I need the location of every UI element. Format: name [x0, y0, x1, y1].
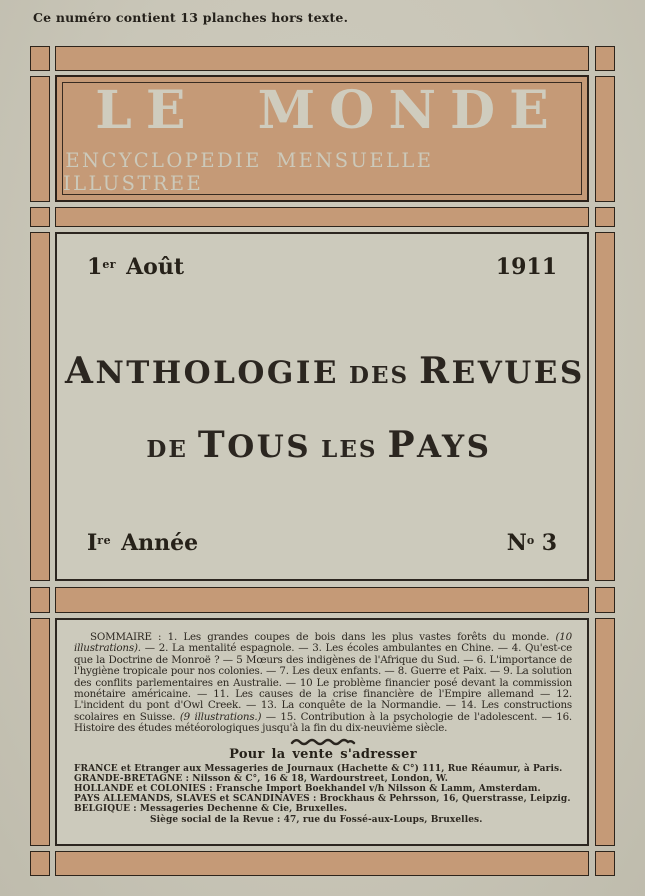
issue-row — [87, 530, 557, 556]
frame-cell — [595, 587, 615, 613]
title-word: DE — [146, 436, 188, 463]
date-number: 1 — [87, 254, 103, 280]
title-word: TOUS — [197, 424, 312, 466]
masthead-inner-border — [62, 79, 582, 195]
title-word: ANTHOLOGIE — [65, 350, 340, 392]
address-line: FRANCE et Etranger aux Messageries de Journaux (Hachette & C°) 111, Rue Réaumur, à Paris. — [74, 763, 563, 774]
magazine-subtitle: ENCYCLOPEDIE MENSUELLE ILLUSTREE — [63, 148, 434, 195]
volume-numeral: I — [87, 530, 98, 556]
frame-cell — [30, 76, 50, 202]
volume-label — [87, 530, 198, 556]
frame-cell — [30, 851, 50, 876]
address-line: HOLLANDE et COLONIES : Fransche Import Boekhandel v/h Nilsson & Lamm, Amsterdam. — [74, 784, 541, 795]
title-word: DES — [349, 362, 410, 389]
main-title-line2 — [57, 424, 587, 466]
vente-header: Pour la vente s'adresser — [229, 746, 417, 762]
number-value: 3 — [541, 530, 557, 556]
issue-date — [87, 254, 184, 280]
issue-number — [507, 530, 557, 556]
frame-cell — [30, 232, 50, 581]
main-title-line1 — [57, 350, 587, 392]
title-word: PAYS — [387, 424, 492, 466]
issue-year: 1911 — [495, 254, 557, 280]
sommaire-text: SOMMAIRE : 1. Les grandes coupes de bois dans les plus vastes forêts du monde. (10 illustrations). — 2. La mentalité espagnole. — 3. Les écoles ambulantes en Chine. — 4. Qu'est-ce que la Doctrine de Monroë ? — 5 Mœurs des indigènes de l'Afrique du Sud. — 6. L'importance de l'hygiène tropicale pour nos colonies. — 7. Les deux enfants. — 8. Guerre et Paix. — 9. La solution des conflits parlementaires en Australie. — 10 Le problème financier posé devant la commission monétaire américaine. — 11. Les causes de la crise financière de l'Empire allemand — 12. L'incident du pont d'Owl Creek. — 13. La conquête de la Normandie. — 14. Les constructions scolaires en Suisse. (9 illustrations.) — 15. Contribution à la psychologie de l'adolescent. — 16. Histoire des études météorologiques jusqu'à la fin du dix-neuvième siècle. — [74, 631, 572, 735]
title-word: LES — [321, 436, 378, 463]
frame-cell — [595, 618, 615, 846]
title-word: REVUES — [419, 350, 585, 392]
address-line: BELGIQUE : Messageries Dechenne & Cie, Bruxelles. — [74, 804, 348, 815]
date-month: Août — [126, 254, 185, 280]
address-line: PAYS ALLEMANDS, SLAVES et SCANDINAVES : Brockhaus & Pehrsson, 16, Querstrasse, Leipzig. — [74, 794, 571, 805]
address-line: GRANDE-BRETAGNE : Nilsson & C°, 16 & 18, Wardourstreet, London, W. — [74, 773, 448, 784]
date-ordinal-suffix: er — [102, 258, 117, 271]
masthead-panel — [55, 75, 589, 202]
frame-cell — [595, 851, 615, 876]
sommaire-panel — [55, 618, 589, 846]
frame-cell — [30, 618, 50, 846]
frame-cell — [30, 46, 50, 71]
frame-cell — [595, 207, 615, 227]
wavy-divider-icon — [290, 737, 356, 746]
volume-word: Année — [121, 530, 199, 556]
date-row — [87, 254, 557, 280]
frame-cell — [595, 46, 615, 71]
number-ordinal-suffix: o — [526, 534, 535, 547]
frame-cell — [595, 232, 615, 581]
top-note: Ce numéro contient 13 planches hors texte. — [33, 10, 349, 25]
title-panel — [55, 232, 589, 581]
magazine-title: LE MONDE — [95, 79, 563, 141]
frame-cell — [30, 587, 50, 613]
frame-bar-top — [55, 46, 589, 71]
frame-bar-bottom — [55, 851, 589, 876]
frame-bar-under-masthead — [55, 207, 589, 227]
frame-cell — [30, 207, 50, 227]
frame-cell — [595, 76, 615, 202]
address-list — [74, 764, 572, 825]
number-prefix: N — [506, 530, 527, 556]
volume-ordinal-suffix: re — [97, 534, 112, 547]
frame-bar-middle — [55, 587, 589, 613]
address-line: Siège social de la Revue : 47, rue du Fossé-aux-Loups, Bruxelles. — [150, 814, 483, 825]
